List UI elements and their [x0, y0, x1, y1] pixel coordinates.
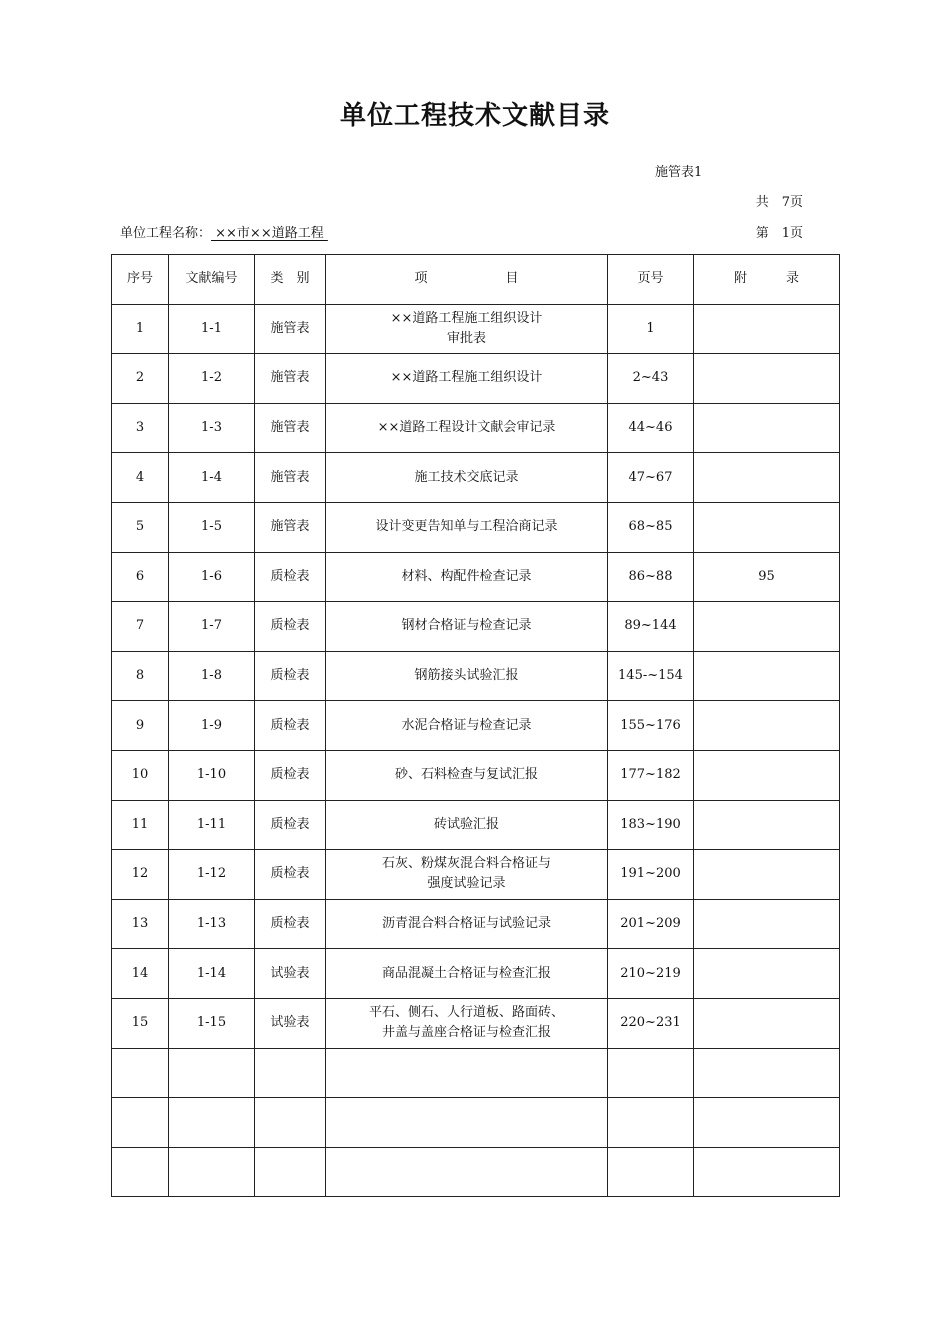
- cell-category: 质检表: [255, 651, 326, 701]
- table-row: [112, 1147, 840, 1197]
- cell-appendix: [694, 403, 840, 453]
- cell-item: 施工技术交底记录: [326, 453, 608, 503]
- cell-appendix: [694, 850, 840, 900]
- cell-appendix: [694, 701, 840, 751]
- table-row: [112, 1098, 840, 1148]
- unit-name-value: ××市××道路工程: [211, 226, 328, 241]
- cell-item: 砖试验汇报: [326, 800, 608, 850]
- cell-appendix: [694, 304, 840, 354]
- table-row: [112, 800, 840, 850]
- cell-pages: 89~144: [608, 602, 694, 652]
- cell-doc-no: 1-2: [169, 354, 255, 404]
- cell-item: ××道路工程施工组织设计: [326, 354, 608, 404]
- cell-category: 质检表: [255, 602, 326, 652]
- current-page: 第 1页: [755, 226, 803, 241]
- cell-pages: 44~46: [608, 403, 694, 453]
- table-row: [112, 403, 840, 453]
- header-doc-no: 文献编号: [169, 255, 255, 305]
- cell-doc-no: 1-4: [169, 453, 255, 503]
- cell-doc-no: [169, 1098, 255, 1148]
- table-row: [112, 502, 840, 552]
- table-row: [112, 949, 840, 999]
- header-no: 序号: [112, 255, 169, 305]
- table-row: [112, 304, 840, 354]
- cell-item: [326, 1098, 608, 1148]
- cell-category: 质检表: [255, 552, 326, 602]
- table-row: [112, 1048, 840, 1098]
- cell-item: 材料、构配件检查记录: [326, 552, 608, 602]
- cell-pages: 145-~154: [608, 651, 694, 701]
- table-row: [112, 354, 840, 404]
- cell-item: 水泥合格证与检查记录: [326, 701, 608, 751]
- table-header-row: [112, 255, 840, 305]
- cell-pages: 2~43: [608, 354, 694, 404]
- cell-no: 10: [112, 750, 169, 800]
- cell-item: 砂、石料检查与复试汇报: [326, 750, 608, 800]
- table-row: [112, 651, 840, 701]
- table-row: [112, 998, 840, 1048]
- table-row: [112, 602, 840, 652]
- page-title: 单位工程技术文献目录: [339, 101, 610, 131]
- cell-doc-no: [169, 1048, 255, 1098]
- cell-pages: 220~231: [608, 998, 694, 1048]
- cell-doc-no: 1-12: [169, 850, 255, 900]
- cell-item: ××道路工程设计文献会审记录: [326, 403, 608, 453]
- cell-item: 商品混凝土合格证与检查汇报: [326, 949, 608, 999]
- cell-appendix: [694, 800, 840, 850]
- cell-item: [326, 1048, 608, 1098]
- cell-doc-no: 1-5: [169, 502, 255, 552]
- cell-category: 质检表: [255, 800, 326, 850]
- cell-category: 质检表: [255, 850, 326, 900]
- cell-appendix: [694, 453, 840, 503]
- cell-doc-no: 1-8: [169, 651, 255, 701]
- cell-pages: 191~200: [608, 850, 694, 900]
- table-row: [112, 552, 840, 602]
- cell-appendix: [694, 1098, 840, 1148]
- cell-category: 施管表: [255, 304, 326, 354]
- cell-doc-no: 1-15: [169, 998, 255, 1048]
- cell-pages: 201~209: [608, 899, 694, 949]
- cell-item: 钢筋接头试验汇报: [326, 651, 608, 701]
- cell-item: [326, 1147, 608, 1197]
- cell-category: [255, 1048, 326, 1098]
- cell-no: 5: [112, 502, 169, 552]
- cell-pages: 1: [608, 304, 694, 354]
- cell-no: 3: [112, 403, 169, 453]
- cell-appendix: [694, 354, 840, 404]
- cell-doc-no: 1-13: [169, 899, 255, 949]
- cell-appendix: [694, 651, 840, 701]
- cell-category: 质检表: [255, 899, 326, 949]
- table-row: [112, 750, 840, 800]
- cell-category: 施管表: [255, 403, 326, 453]
- table-row: [112, 899, 840, 949]
- cell-item: 平石、侧石、人行道板、路面砖、 井盖与盖座合格证与检查汇报: [326, 998, 608, 1048]
- cell-category: 施管表: [255, 453, 326, 503]
- cell-appendix: [694, 602, 840, 652]
- cell-category: 质检表: [255, 750, 326, 800]
- header-appendix: 附 录: [694, 255, 840, 305]
- cell-appendix: 95: [694, 552, 840, 602]
- cell-doc-no: 1-10: [169, 750, 255, 800]
- header-pages: 页号: [608, 255, 694, 305]
- unit-name-line: [120, 222, 328, 241]
- cell-no: 4: [112, 453, 169, 503]
- cell-no: [112, 1098, 169, 1148]
- cell-doc-no: 1-1: [169, 304, 255, 354]
- cell-no: 15: [112, 998, 169, 1048]
- cell-no: [112, 1048, 169, 1098]
- cell-category: [255, 1147, 326, 1197]
- cell-no: 6: [112, 552, 169, 602]
- cell-no: 14: [112, 949, 169, 999]
- cell-appendix: [694, 750, 840, 800]
- cell-item: 石灰、粉煤灰混合料合格证与 强度试验记录: [326, 850, 608, 900]
- cell-item: 钢材合格证与检查记录: [326, 602, 608, 652]
- cell-pages: [608, 1147, 694, 1197]
- cell-no: 12: [112, 850, 169, 900]
- cell-no: 8: [112, 651, 169, 701]
- cell-pages: [608, 1098, 694, 1148]
- cell-no: 7: [112, 602, 169, 652]
- cell-category: 质检表: [255, 701, 326, 751]
- cell-pages: 155~176: [608, 701, 694, 751]
- cell-no: 13: [112, 899, 169, 949]
- cell-doc-no: 1-7: [169, 602, 255, 652]
- header-category: 类 别: [255, 255, 326, 305]
- cell-item: ××道路工程施工组织设计 审批表: [326, 304, 608, 354]
- cell-appendix: [694, 502, 840, 552]
- cell-doc-no: 1-11: [169, 800, 255, 850]
- cell-category: 试验表: [255, 998, 326, 1048]
- cell-doc-no: 1-14: [169, 949, 255, 999]
- cell-appendix: [694, 949, 840, 999]
- cell-pages: 68~85: [608, 502, 694, 552]
- cell-doc-no: 1-9: [169, 701, 255, 751]
- cell-category: 施管表: [255, 502, 326, 552]
- cell-appendix: [694, 998, 840, 1048]
- cell-pages: [608, 1048, 694, 1098]
- cell-no: 1: [112, 304, 169, 354]
- cell-no: 11: [112, 800, 169, 850]
- cell-doc-no: 1-3: [169, 403, 255, 453]
- total-pages: 共 7页: [755, 195, 803, 210]
- document-catalog-table: [111, 254, 840, 1197]
- cell-item: 沥青混合料合格证与试验记录: [326, 899, 608, 949]
- cell-appendix: [694, 899, 840, 949]
- header-item: 项 目: [326, 255, 608, 305]
- cell-no: [112, 1147, 169, 1197]
- table-row: [112, 701, 840, 751]
- cell-pages: 210~219: [608, 949, 694, 999]
- table-row: [112, 453, 840, 503]
- cell-category: 施管表: [255, 354, 326, 404]
- cell-pages: 177~182: [608, 750, 694, 800]
- cell-doc-no: [169, 1147, 255, 1197]
- cell-pages: 183~190: [608, 800, 694, 850]
- cell-appendix: [694, 1048, 840, 1098]
- cell-no: 2: [112, 354, 169, 404]
- unit-name-label: 单位工程名称：: [120, 226, 212, 241]
- form-code: 施管表1: [655, 165, 703, 180]
- table-row: [112, 850, 840, 900]
- cell-doc-no: 1-6: [169, 552, 255, 602]
- cell-item: 设计变更告知单与工程洽商记录: [326, 502, 608, 552]
- cell-pages: 47~67: [608, 453, 694, 503]
- cell-pages: 86~88: [608, 552, 694, 602]
- cell-category: [255, 1098, 326, 1148]
- cell-category: 试验表: [255, 949, 326, 999]
- cell-appendix: [694, 1147, 840, 1197]
- cell-no: 9: [112, 701, 169, 751]
